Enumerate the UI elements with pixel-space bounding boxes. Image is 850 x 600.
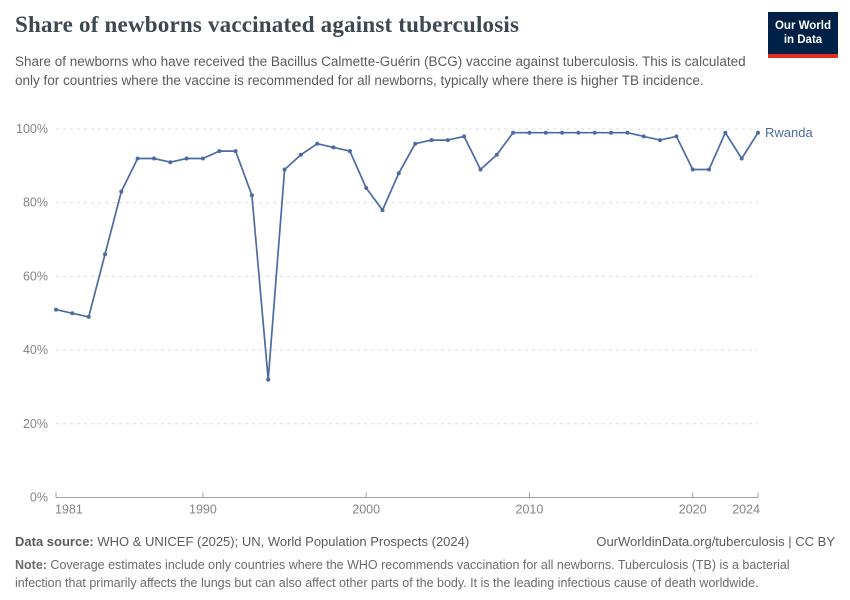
x-tick-label: 2010 [515,502,544,517]
data-point[interactable] [283,168,287,172]
data-point[interactable] [707,168,711,172]
x-tick-label: 1990 [189,502,217,517]
data-point[interactable] [103,252,107,256]
data-point[interactable] [430,138,434,142]
y-tick-label: 80% [22,195,48,210]
data-point[interactable] [397,171,401,175]
data-point[interactable] [381,208,385,212]
data-point[interactable] [201,157,205,161]
data-point[interactable] [152,157,156,161]
data-point[interactable] [299,153,303,157]
owid-logo-line1: Our World [774,20,831,32]
data-point[interactable] [168,160,172,164]
data-point[interactable] [609,131,613,135]
data-point[interactable] [691,168,695,172]
note-text: Coverage estimates include only countries where the WHO recommends vaccination for all newborns. Tuberculosis (TB) is a bacterial infection that primarily affects the lungs but can also affect other parts of the body. It is the leading infectious cause of death worldwide. [15,557,790,590]
x-tick-label: 2020 [678,502,707,517]
owid-logo [768,12,838,58]
owid-logo-stripe [768,54,838,58]
data-point[interactable] [462,134,466,138]
data-point[interactable] [658,138,662,142]
data-point[interactable] [446,138,450,142]
x-tick-label: 2000 [352,502,381,517]
data-point[interactable] [185,157,189,161]
data-point[interactable] [740,157,744,161]
data-point[interactable] [479,168,483,172]
data-point[interactable] [495,153,499,157]
attribution-link[interactable]: OurWorldinData.org/tuberculosis | CC BY [596,533,835,549]
data-point[interactable] [544,131,548,135]
series-end-label[interactable]: Rwanda [765,125,813,141]
chart-footer [15,534,835,592]
data-point[interactable] [527,131,531,135]
data-point[interactable] [54,308,58,312]
data-point[interactable] [674,134,678,138]
data-point[interactable] [119,190,123,194]
series-line-rwanda[interactable] [56,133,758,380]
data-point[interactable] [315,142,319,146]
y-tick-label: 40% [22,343,48,358]
data-source [15,534,469,549]
data-point[interactable] [364,186,368,190]
data-point[interactable] [756,131,760,135]
data-point[interactable] [511,131,515,135]
data-point[interactable] [593,131,597,135]
data-point[interactable] [413,142,417,146]
data-point[interactable] [560,131,564,135]
data-source-text: WHO & UNICEF (2025); UN, World Population Prospects (2024) [93,533,470,549]
data-point[interactable] [136,157,140,161]
data-point[interactable] [625,131,629,135]
chart-note [15,556,835,592]
note-label: Note: [15,557,47,572]
data-point[interactable] [266,378,270,382]
data-point[interactable] [70,311,74,315]
data-point[interactable] [348,149,352,153]
x-tick-label: 2024 [732,502,760,517]
page-subtitle: Share of newborns who have received the Bacillus Calmette-Guérin (BCG) vaccine against tuberculosis. This is calculated only for countries where the vaccine is recommended for all newborns, typically where there is higher TB incidence. [15,54,746,89]
y-tick-label: 20% [22,416,48,431]
owid-logo-line2: in Data [783,34,823,47]
data-point[interactable] [576,131,580,135]
data-point[interactable] [234,149,238,153]
data-point[interactable] [217,149,221,153]
data-point[interactable] [87,315,91,319]
owid-logo-box [768,12,838,54]
data-point[interactable] [642,134,646,138]
data-point[interactable] [250,193,254,197]
data-point[interactable] [723,131,727,135]
x-tick-label: 1981 [55,502,83,517]
page-title: Share of newborns vaccinated against tuberculosis [15,12,520,37]
data-point[interactable] [332,145,336,149]
y-tick-label: 60% [22,269,48,284]
y-tick-label: 0% [29,490,48,505]
y-tick-label: 100% [16,122,48,136]
data-source-label: Data source: [15,533,94,549]
